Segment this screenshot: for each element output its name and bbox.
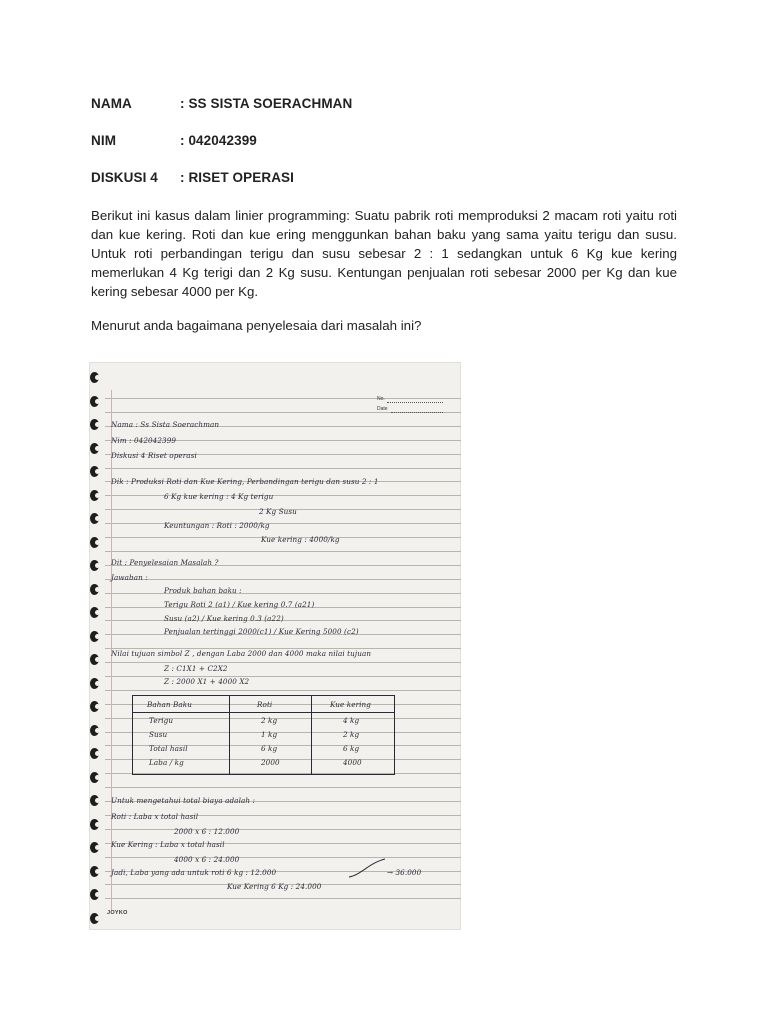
discussion-label: DISKUSI 4	[91, 170, 158, 185]
handwritten-line: Nim : 042042399	[111, 436, 177, 445]
handwritten-line: Jawaban :	[111, 573, 148, 582]
question-text: Menurut anda bagaimana penyelesaia dari masalah ini?	[91, 318, 422, 333]
ruled-line	[105, 579, 461, 580]
date-label: Date	[377, 406, 388, 412]
table-cell: Susu	[149, 730, 168, 739]
table-header-cell: Bahan Baku	[147, 700, 192, 709]
handwritten-line: Keuntungan : Roti : 2000/kg	[164, 521, 270, 530]
spiral-ring	[90, 772, 99, 783]
handwritten-line: Diskusi 4 Riset operasi	[111, 451, 197, 460]
spiral-ring	[90, 678, 99, 689]
handwritten-line: Nama : Ss Sista Soerachman	[111, 420, 220, 429]
name-row	[91, 96, 352, 111]
spiral-ring	[90, 607, 99, 618]
spiral-ring	[90, 701, 99, 712]
handwritten-line: Susu (a2) / Kue kering 0.3 (a22)	[164, 614, 284, 623]
spiral-ring	[90, 396, 99, 407]
discussion-value: : RISET OPERASI	[180, 170, 295, 185]
spiral-ring	[90, 725, 99, 736]
table-col-divider	[229, 696, 230, 774]
name-value: : SS SISTA SOERACHMAN	[180, 96, 353, 111]
ruled-line	[105, 857, 461, 858]
spiral-ring	[90, 889, 99, 900]
table-cell: 1 kg	[261, 730, 278, 739]
table-cell: 4 kg	[343, 716, 360, 725]
handwritten-line: Nilai tujuan simbol Z , dengan Laba 2000 dan 4000 maka nilai tujuan	[111, 649, 372, 658]
spiral-ring	[90, 443, 99, 454]
no-line	[387, 402, 443, 403]
table-cell: 6 kg	[261, 744, 278, 753]
handwritten-table	[132, 695, 395, 775]
table-header-cell: Roti	[257, 700, 273, 709]
ruled-line	[105, 468, 461, 469]
case-paragraph: Berikut ini kasus dalam linier programming: Suatu pabrik roti memproduksi 2 macam roti yaitu roti dan kue kering. Roti dan kue ering menggunkan bahan baku yang sama yaitu terigu dan susu. Untuk roti perbandingan terigu dan susu sebesar 2 : 1 sedangkan untuk 6 Kg kue kering memerlukan 4 Kg terigi dan 2 Kg susu. Kentungan penjualan roti sebesar 2000 per Kg dan kue kering sebesar 4000 per Kg.	[91, 208, 677, 299]
table-cell: 2 kg	[343, 730, 360, 739]
handwritten-line: Kue Kering 6 Kg : 24.000	[227, 882, 322, 891]
ruled-line	[105, 787, 461, 788]
table-header-cell: Kue kering	[330, 700, 371, 709]
table-cell: Total hasil	[149, 744, 188, 753]
spiral-ring	[90, 748, 99, 759]
spiral-ring	[90, 584, 99, 595]
nim-value: : 042042399	[180, 133, 257, 148]
handwritten-line: 4000 x 6 : 24.000	[174, 855, 240, 864]
handwritten-line: Dit : Penyelesaian Masalah ?	[111, 558, 219, 567]
handwritten-line: Roti : Laba x total hasil	[111, 812, 199, 821]
ruled-line	[105, 495, 461, 496]
spiral-ring	[90, 537, 99, 548]
table-cell: 2000	[261, 758, 280, 767]
spiral-ring	[90, 372, 99, 383]
ruled-line	[105, 662, 461, 663]
handwritten-line: Terigu Roti 2 (a1) / Kue kering 0.7 (a21)	[164, 600, 315, 609]
handwritten-line: Produk bahan baku :	[164, 586, 242, 595]
spiral-ring	[90, 490, 99, 501]
nim-row	[91, 133, 257, 148]
handwritten-line: 2 Kg Susu	[259, 507, 297, 516]
handwritten-line: Kue kering : 4000/kg	[261, 535, 340, 544]
ruled-line	[105, 593, 461, 594]
curved-arrow-icon	[347, 855, 387, 879]
ruled-line	[105, 898, 461, 899]
handwritten-line: Untuk mengetahui total biaya adalah :	[111, 796, 255, 805]
spiral-ring	[90, 913, 99, 924]
spiral-ring	[90, 419, 99, 430]
table-row-divider	[133, 712, 394, 713]
date-line	[391, 412, 443, 413]
spiral-ring	[90, 866, 99, 877]
handwritten-line: Penjualan tertinggi 2000(c1) / Kue Kering 5000 (c2)	[164, 627, 359, 636]
spiral-ring	[90, 842, 99, 853]
spiral-ring	[90, 654, 99, 665]
handwritten-line: 6 Kg kue kering : 4 Kg terigu	[164, 492, 274, 501]
handwritten-line: Z : C1X1 + C2X2	[164, 664, 228, 673]
ruled-line	[105, 676, 461, 677]
table-cell: Laba / kg	[149, 758, 184, 767]
ruled-line	[105, 398, 461, 399]
joyko-brand-mark: JOYKO	[107, 910, 128, 916]
table-cell: Terigu	[149, 716, 174, 725]
table-cell: 2 kg	[261, 716, 278, 725]
no-label: No.	[377, 396, 385, 402]
name-label: NAMA	[91, 96, 132, 111]
handwritten-notebook-photo	[89, 362, 461, 930]
spiral-ring	[90, 466, 99, 477]
ruled-line	[105, 523, 461, 524]
handwritten-line: Z : 2000 X1 + 4000 X2	[164, 677, 250, 686]
handwritten-line: 2000 x 6 : 12.000	[174, 827, 240, 836]
spiral-ring	[90, 819, 99, 830]
table-cell: 6 kg	[343, 744, 360, 753]
ruled-line	[105, 829, 461, 830]
ruled-line	[105, 551, 461, 552]
spiral-ring	[90, 560, 99, 571]
handwritten-line: Dik : Produksi Roti dan Kue Kering, Perbandingan terigu dan susu 2 : 1	[111, 477, 379, 486]
nim-label: NIM	[91, 133, 117, 148]
table-col-divider	[311, 696, 312, 774]
handwritten-line: Jadi, Laba yang ada untuk roti 6 kg : 12.000	[111, 868, 277, 877]
discussion-row	[91, 170, 294, 185]
table-cell: 4000	[343, 758, 362, 767]
handwritten-line: → 36.000	[387, 868, 422, 877]
spiral-ring	[90, 513, 99, 524]
ruled-line	[105, 690, 461, 691]
handwritten-line: Kue Kering : Laba x total hasil	[111, 840, 225, 849]
spiral-ring	[90, 631, 99, 642]
spiral-ring	[90, 795, 99, 806]
